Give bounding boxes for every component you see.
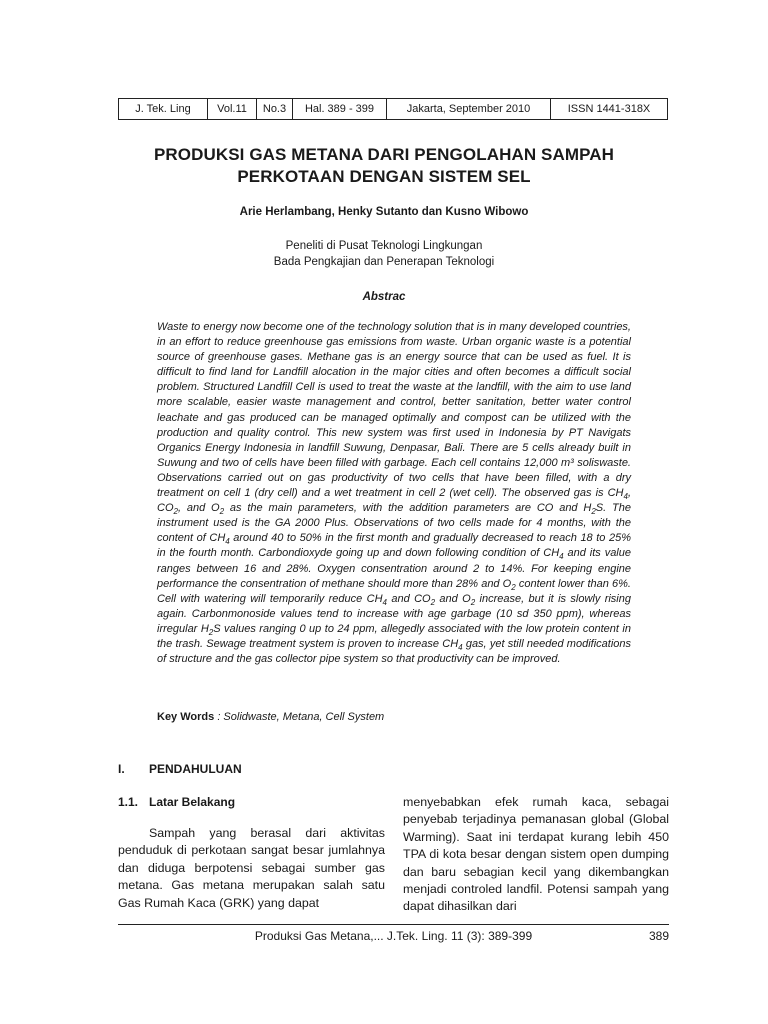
- page-range: Hal. 389 - 399: [293, 99, 387, 120]
- place-date: Jakarta, September 2010: [387, 99, 551, 120]
- affiliation-line-1: Peneliti di Pusat Teknologi Lingkungan: [285, 240, 483, 252]
- abstract-text: Waste to energy now become one of the technology solution that is in many developed countries, in an effort to reduce greenhouse gas emissions from waste. Urban organic waste is a potential source of greenhouse gases. Methane gas is an energy source that can be used as fuel. It is difficult to find land for Landfill alocation in the major cities and often becomes a difficult social problem. Structured Landfill Cell is used to treat the waste at the landfill, with the aim to use land more scalable, easier waste management and control, better sanitation, better water control leachate and gas produced can be managed optimally and compost can be utilized with the production and quality control. This new system was first used in Indonesia by PT Navigats Organics Energy Indonesia in landfill Suwung, Denpasar, Bali. There are 5 cells already built in Suwung and two of cells have been filled with garbage. Each cell contains 12,000 m³ soliswaste. Observations carried out on gas productivity of two cells that have been filled, with a dry treatment on cell 1 (dry cell) and a wet treatment in cell 2 (wet cell). The observed gas is $CH_4$, $CO_2$, and $O_2$ as the main parameters, with the addition parameters are CO and $H_2S$. The instrument used is the GA 2000 Plus. Observations of two cells made for 4 months, with the content of $CH_4$ around 40 to 50% in the first month and gradually decreased to reach 18 to 25% in the fourth month. Carbondioxyde going up and down following condition of $CH_4$ and its value ranges between 16 and 28%. Oxygen consentration around 2 to 14%. For keeping engine performance the consentration of methane should more than 28% and $O_2$ content lower than 6%. Cell with watering will temporarily reduce $CH_4$ and $CO_2$ and $O_2$ increase, but it is slowly rising again. Carbonmonoside values tend to increase with age garbage (10 sd 350 ppm), whereas irregular $H_2S$ values ranging 0 up to 24 ppm, allegedly associated with the low protein content in the trash. Sewage treatment system is proven to increase $CH_4$ gas, yet still needed modifications of structure and the gas collector pipe system so that productivity can be improved.: [157, 321, 631, 666]
- journal-name: J. Tek. Ling: [119, 99, 208, 120]
- keywords: [157, 711, 631, 723]
- subsection-title: Latar Belakang: [149, 795, 236, 809]
- journal-header-table: [118, 98, 668, 120]
- subsection-number: 1.1.: [118, 795, 139, 809]
- title-line-1: PRODUKSI GAS METANA DARI PENGOLAHAN SAMPAH: [153, 145, 615, 164]
- section-number: I.: [118, 762, 125, 776]
- body-column-right: menyebabkan efek rumah kaca, sebagai penyebab terjadinya pemanasan global (Global Warming). Saat ini terdapat kurang lebih 450 TPA di kota besar dengan sistem open dumping dan baru sebagian kecil yang dikembangkan menjadi controled landfil. Potensi sampah yang dapat dihasilkan dari: [403, 795, 669, 914]
- section-title: PENDAHULUAN: [149, 762, 242, 776]
- volume: Vol.11: [208, 99, 257, 120]
- keywords-list: : Solidwaste, Metana, Cell System: [214, 711, 385, 723]
- keywords-label: Key Words: [157, 711, 215, 723]
- paper-title: [100, 144, 668, 188]
- abstract-heading: Abstrac: [362, 291, 406, 303]
- authors: Arie Herlambang, Henky Sutanto dan Kusno Wibowo: [239, 206, 529, 218]
- section-heading: [118, 762, 242, 776]
- page-number: 389: [648, 929, 669, 943]
- affiliation: [100, 238, 668, 270]
- subsection-heading: [118, 795, 235, 809]
- issn: ISSN 1441-318X: [551, 99, 668, 120]
- affiliation-line-2: Bada Pengkajian dan Penerapan Teknologi: [273, 256, 495, 268]
- issue-number: No.3: [257, 99, 293, 120]
- footer-rule: [118, 924, 669, 925]
- body-column-left: Sampah yang berasal dari aktivitas penduduk di perkotaan sangat besar jumlahnya dan diduga berpotensi sebagai sumber gas metana. Gas metana merupakan salah satu Gas Rumah Kaca (GRK) yang dapat: [118, 826, 385, 910]
- title-line-2: PERKOTAAN DENGAN SISTEM SEL: [237, 167, 531, 186]
- running-footer: Produksi Gas Metana,... J.Tek. Ling. 11 (3): 389-399: [254, 929, 533, 943]
